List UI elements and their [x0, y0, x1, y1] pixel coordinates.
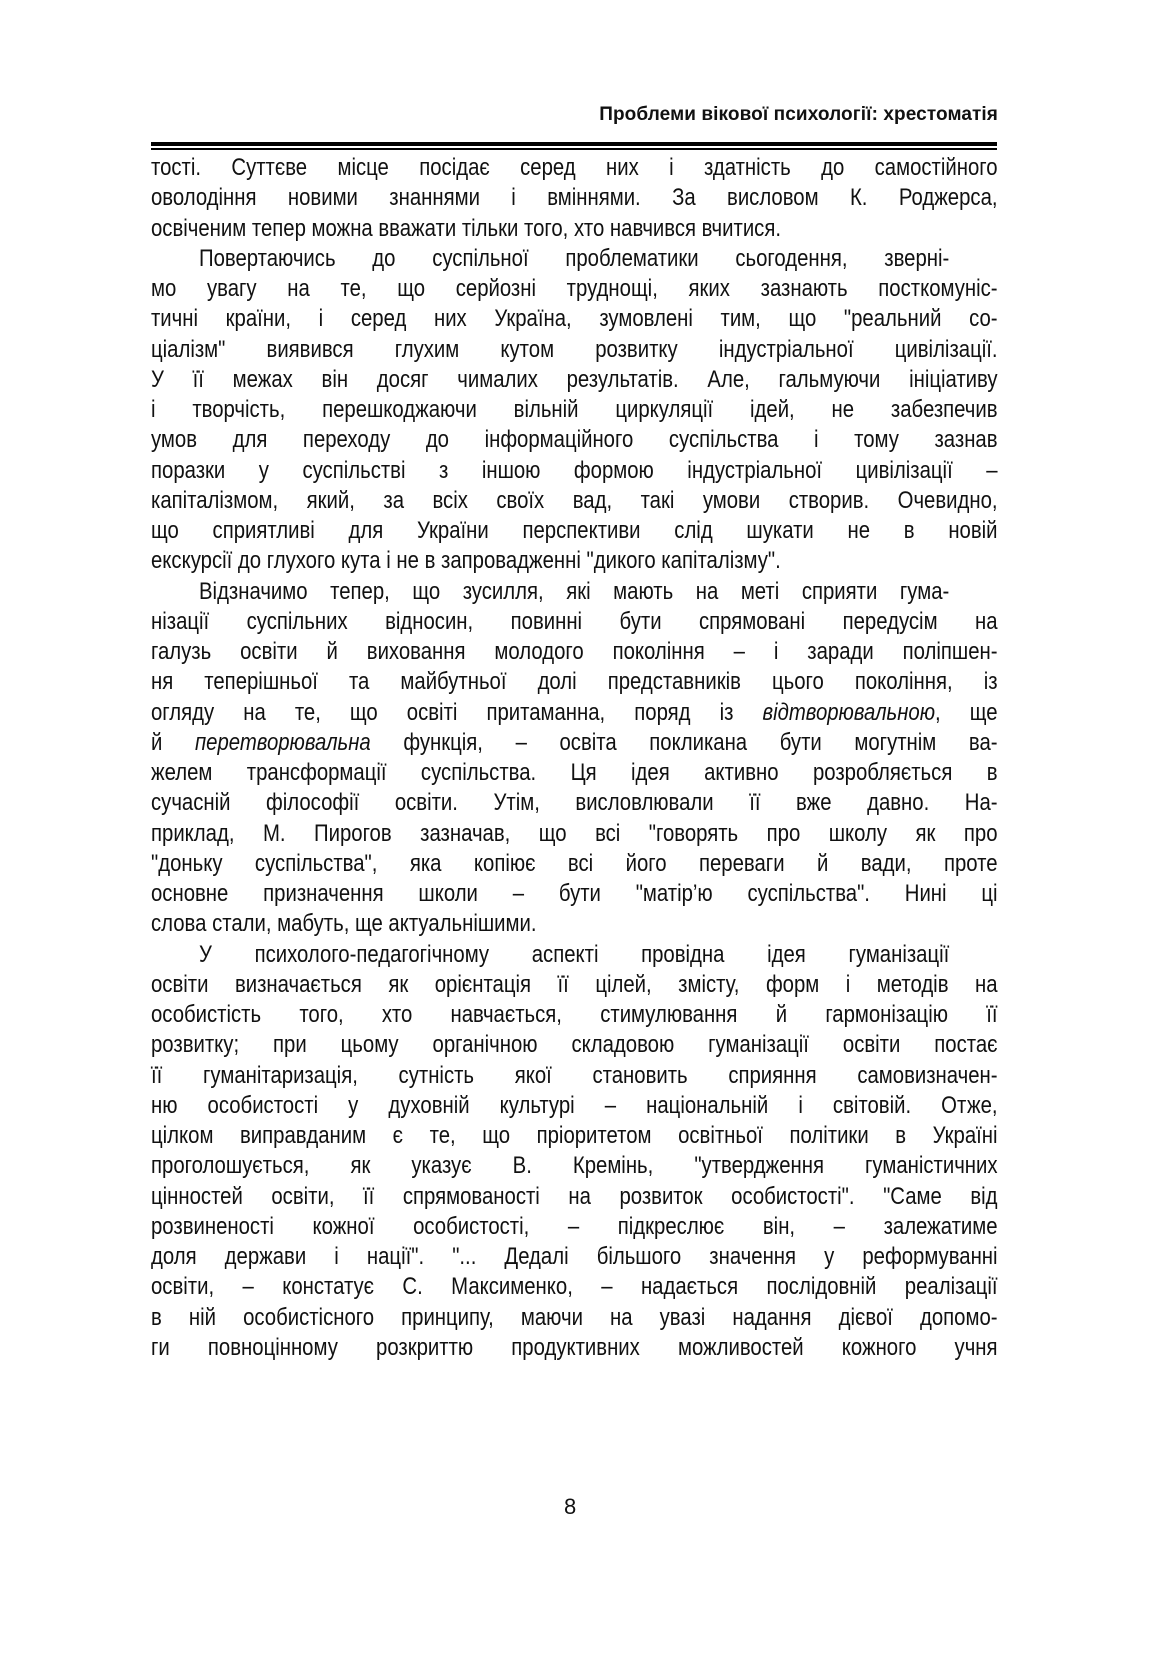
text-line — [151, 1242, 998, 1272]
text-line — [151, 728, 998, 758]
text-line-content: розвитку; при цьому органічною складовою гуманізації освіти постає — [151, 1031, 998, 1059]
text-line-content: освіти визначається як орієнтація її цілей, змісту, форм і методів на — [151, 970, 998, 998]
text-line — [151, 1091, 998, 1121]
text-line — [151, 1000, 998, 1030]
text-segment: функція, – освіта покликана бути могутнім ва- — [370, 728, 998, 756]
text-line — [151, 1212, 998, 1242]
text-line-content: ги повноцінному розкриттю продуктивних можливостей кожного учня — [151, 1333, 998, 1361]
text-line-content: тичні країни, і серед них Україна, зумовлені тим, що "реальний со- — [151, 305, 998, 333]
text-line — [151, 153, 998, 183]
text-line — [151, 304, 998, 334]
text-line-content: галузь освіти й виховання молодого покоління – і заради поліпшен- — [151, 638, 998, 665]
text-line-content: У психолого-педагогічному аспекті провідна ідея гуманізації — [199, 940, 950, 968]
text-line — [151, 546, 998, 576]
text-line — [151, 486, 998, 516]
text-line-content: освіченим тепер можна вважати тільки того, хто навчився вчитися. — [151, 214, 781, 242]
text-line-content: екскурсії до глухого кута і не в запровадженні "дикого капіталізму". — [151, 547, 781, 575]
text-line-content: У її межах він досяг чималих результатів. Але, гальмуючи ініціативу — [151, 365, 998, 393]
text-line-content: Відзначимо тепер, що зусилля, які мають на меті сприяти гума- — [199, 577, 950, 605]
text-line — [151, 1061, 998, 1091]
text-line — [151, 577, 998, 607]
text-line-content: сучасній філософії освіти. Утім, висловлювали її вже давно. На- — [151, 789, 998, 817]
text-line — [151, 819, 998, 849]
text-line-content: Повертаючись до суспільної проблематики сьогодення, зверні- — [199, 244, 950, 272]
text-line-content: основне призначення школи – бути "матір’ю суспільства". Нині ці — [151, 880, 998, 907]
header-rule-thin — [151, 148, 997, 150]
text-segment: й — [151, 728, 195, 756]
text-line-content: поразки у суспільстві з іншою формою індустріальної цивілізації – — [151, 456, 998, 484]
text-line — [151, 214, 998, 244]
emphasized-term: перетворювальна — [194, 728, 371, 756]
text-line-content: умов для переходу до інформаційного суспільства і тому зазнав — [151, 426, 998, 454]
text-line — [151, 1303, 998, 1333]
text-line-content: капіталізмом, який, за всіх своїх вад, такі умови створив. Очевидно, — [151, 486, 998, 514]
text-line-content: цінностей освіти, її спрямованості на розвиток особистості". "Саме від — [151, 1182, 998, 1210]
text-line — [151, 425, 998, 455]
text-line — [151, 183, 998, 213]
text-line-content: цілком виправданим є те, що пріоритетом освітньої політики в Україні — [151, 1122, 998, 1149]
text-line — [151, 667, 998, 697]
text-line-content: ню особистості у духовній культурі – національній і світовій. Отже, — [151, 1091, 998, 1119]
text-line — [151, 849, 998, 879]
text-line-content — [151, 728, 998, 758]
emphasized-term: відтворювальною — [762, 698, 936, 726]
text-line — [151, 940, 998, 970]
body-text — [151, 153, 998, 1363]
text-line-content: нізації суспільних відносин, повинні бути спрямовані передусім на — [151, 607, 998, 635]
text-line — [151, 1272, 998, 1302]
text-line — [151, 516, 998, 546]
text-line-content: доля держави і нації". "... Дедалі більшого значення у реформуванні — [151, 1243, 998, 1270]
text-line — [151, 1151, 998, 1181]
text-line — [151, 244, 998, 274]
text-line — [151, 1182, 998, 1212]
text-line — [151, 1121, 998, 1151]
running-header-title: Проблеми вікової психології: хрестоматія — [599, 104, 998, 125]
text-line-content: освіти, – констатує С. Максименко, – надається послідовній реалізації — [151, 1273, 998, 1301]
text-line — [151, 788, 998, 818]
text-line-content: проголошується, як указує В. Кремінь, "утвердження гуманістичних — [151, 1152, 998, 1180]
text-line — [151, 365, 998, 395]
text-line — [151, 909, 998, 939]
text-line — [151, 879, 998, 909]
text-line — [151, 456, 998, 486]
text-line — [151, 758, 998, 788]
text-segment: , ще — [935, 698, 998, 726]
text-line — [151, 607, 998, 637]
text-line — [151, 698, 998, 728]
text-line-content: що сприятливі для України перспективи слід шукати не в новій — [151, 517, 998, 544]
text-line-content: її гуманітаризація, сутність якої становить сприяння самовизначен- — [151, 1061, 998, 1089]
text-line — [151, 395, 998, 425]
text-segment: огляду на те, що освіті притаманна, поряд із — [151, 698, 763, 726]
text-line-content: розвиненості кожної особистості, – підкреслює він, – залежатиме — [151, 1212, 998, 1240]
text-line-content: "доньку суспільства", яка копіює всі його переваги й вади, проте — [151, 849, 998, 877]
header-rule-thick — [151, 142, 997, 146]
text-line — [151, 1333, 998, 1363]
text-line-content: в ній особистісного принципу, маючи на увазі надання дієвої допомо- — [151, 1303, 998, 1331]
text-line-content: і творчість, перешкоджаючи вільній циркуляції ідей, не забезпечив — [151, 396, 998, 423]
text-line — [151, 970, 998, 1000]
text-line-content: слова стали, мабуть, ще актуальнішими. — [151, 910, 537, 938]
text-line-content: ціалізм" виявився глухим кутом розвитку індустріальної цивілізації. — [151, 335, 998, 363]
page-number: 8 — [564, 1494, 577, 1519]
text-line — [151, 335, 998, 365]
text-line-content: оволодіння новими знаннями і вміннями. За висловом К. Роджерса, — [151, 184, 998, 212]
text-line — [151, 637, 998, 667]
text-line-content: особистість того, хто навчається, стимулювання й гармонізацію її — [151, 1001, 998, 1028]
text-line-content: тості. Суттєве місце посідає серед них і здатність до самостійного — [151, 154, 998, 181]
text-line-content — [151, 698, 998, 728]
text-line-content: ня теперішньої та майбутньої долі представників цього покоління, із — [151, 668, 998, 696]
text-line — [151, 274, 998, 304]
text-line-content: желем трансформації суспільства. Ця ідея активно розробляється в — [151, 759, 998, 786]
text-line — [151, 1030, 998, 1060]
text-line-content: мо увагу на те, що серйозні труднощі, яких зазнають посткомуніс- — [151, 275, 998, 302]
text-line-content: приклад, М. Пирогов зазначав, що всі "говорять про школу як про — [151, 819, 998, 847]
